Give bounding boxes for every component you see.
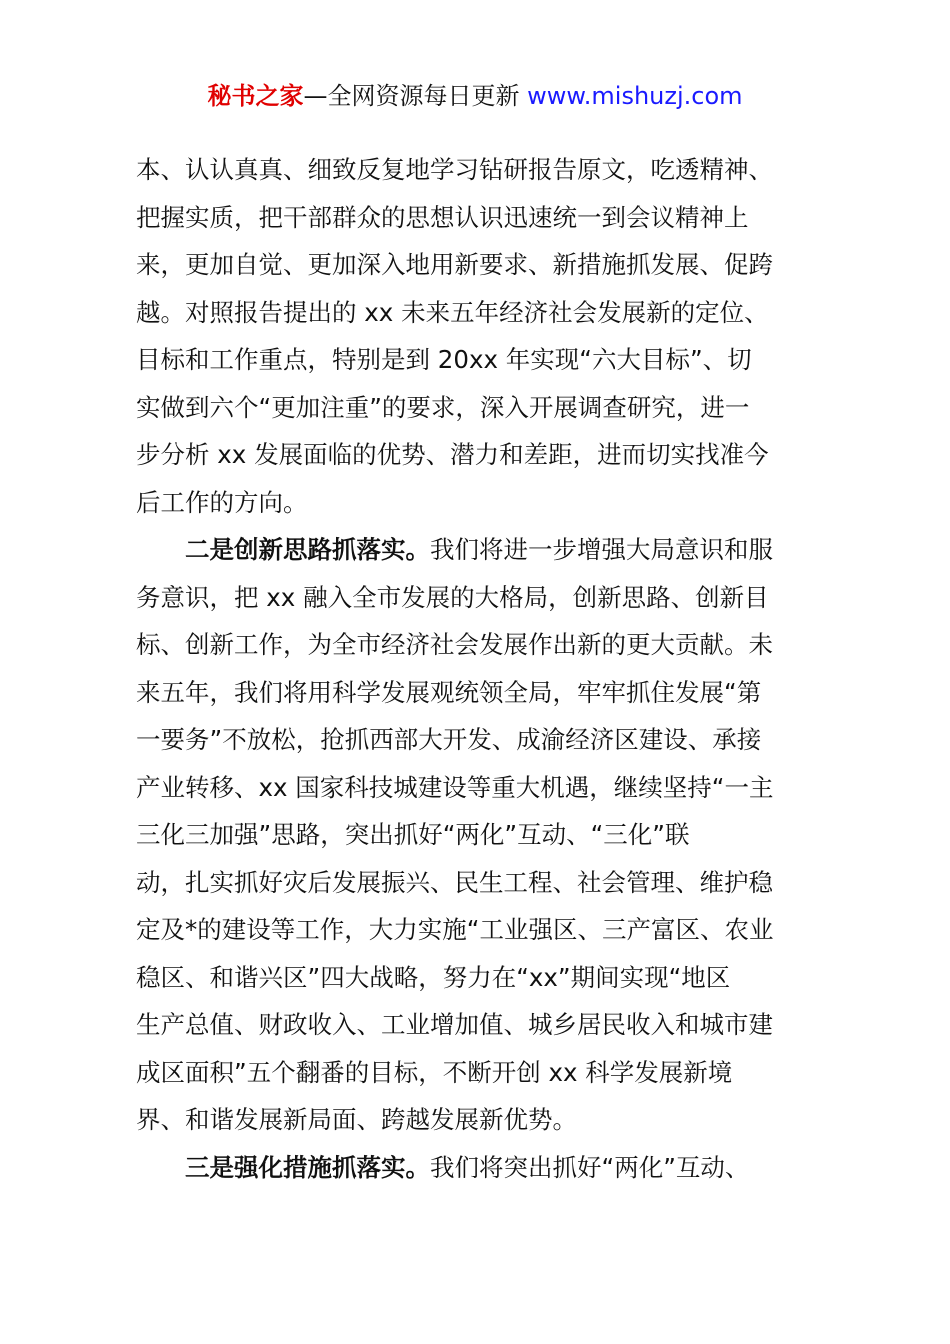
text-line: 定及*的建设等工作，大力实施“工业强区、三产富区、农业 xyxy=(136,915,774,944)
text-line: 动，扎实抓好灾后发展振兴、民生工程、社会管理、维护稳 xyxy=(136,867,773,897)
text-line: 三化三加强”思路，突出抓好“两化”互动、“三化”联 xyxy=(136,820,690,849)
text-line: 目标和工作重点，特别是到 20xx 年实现“六大目标”、切 xyxy=(136,345,752,374)
text-line: 来五年，我们将用科学发展观统领全局，牢牢抓住发展“第 xyxy=(136,677,762,707)
text-line: 越。对照报告提出的 xx 未来五年经济社会发展新的定位、 xyxy=(136,297,769,327)
text-line: 成区面积”五个翻番的目标，不断开创 xx 科学发展新境 xyxy=(136,1057,733,1087)
text-line: 步分析 xx 发展面临的优势、潜力和差距，进而切实找准今 xyxy=(136,440,769,469)
text-line: 实做到六个“更加注重”的要求，深入开展调查研究，进一 xyxy=(136,392,750,422)
text-line: 后工作的方向。 xyxy=(136,487,308,517)
text-line: 产业转移、xx 国家科技城建设等重大机遇，继续坚持“一主 xyxy=(136,772,774,802)
text-line: 标、创新工作，为全市经济社会发展作出新的更大贡献。未 xyxy=(136,630,773,659)
paragraph-lead-heading: 三是强化措施抓落实。 xyxy=(185,1152,430,1182)
text-line: 稳区、和谐兴区”四大战略，努力在“xx”期间实现“地区 xyxy=(136,962,731,992)
text-line: 把握实质，把干部群众的思想认识迅速统一到会议精神上 xyxy=(136,202,749,232)
site-brand-name: 秘书之家 xyxy=(207,82,304,110)
site-watermark-header xyxy=(0,80,950,112)
paragraph-first-line xyxy=(136,526,816,574)
text-line: 本、认认真真、细致反复地学习钻研报告原文，吃透精神、 xyxy=(136,155,773,184)
text-line: 务意识，把 xx 融入全市发展的大格局，创新思路、创新目 xyxy=(136,582,769,612)
text-run: 我们将进一步增强大局意识和服 xyxy=(430,535,773,564)
text-run: 我们将突出抓好“两化”互动、 xyxy=(430,1152,750,1182)
text-line: 生产总值、财政收入、工业增加值、城乡居民收入和城市建 xyxy=(136,1010,773,1039)
text-line: 一要务”不放松，抢抓西部大开发、成渝经济区建设、承接 xyxy=(136,725,762,754)
paragraph-lead-heading: 二是创新思路抓落实。 xyxy=(185,535,430,564)
text-line: 界、和谐发展新局面、跨越发展新优势。 xyxy=(136,1105,577,1134)
document-body xyxy=(136,146,816,1191)
text-line: 来，更加自觉、更加深入地用新要求、新措施抓发展、促跨 xyxy=(136,250,773,279)
paragraph-first-line xyxy=(136,1144,816,1192)
site-url-link[interactable]: www.mishuzj.com xyxy=(527,82,743,110)
site-tagline: —全网资源每日更新 xyxy=(303,82,520,110)
